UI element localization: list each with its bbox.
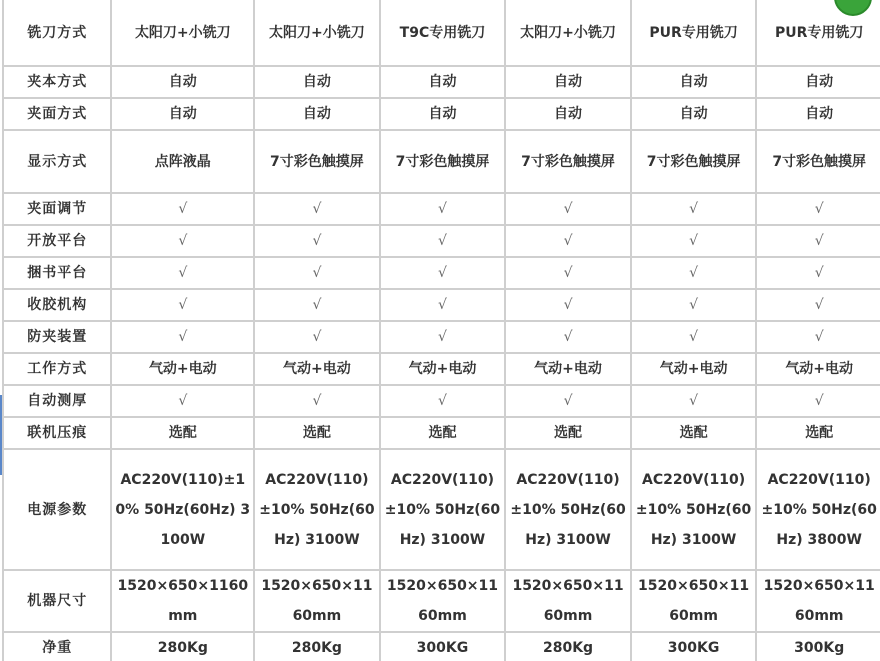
table-cell: 7寸彩色触摸屏 [505, 130, 631, 193]
table-cell: √ [254, 321, 380, 353]
table-cell: √ [254, 385, 380, 417]
table-cell: 选配 [380, 417, 506, 449]
table-cell: √ [111, 257, 254, 289]
table-cell: AC220V(110)±10% 50Hz(60Hz) 3100W [254, 449, 380, 570]
table-row [3, 193, 880, 225]
table-cell: 自动 [380, 66, 506, 98]
row-label: 开放平台 [3, 225, 111, 257]
table-cell: 点阵液晶 [111, 130, 254, 193]
table-cell: 选配 [254, 417, 380, 449]
table-cell: 自动 [254, 66, 380, 98]
table-cell: 气动+电动 [631, 353, 757, 385]
table-cell: √ [631, 257, 757, 289]
table-cell: AC220V(110)±10% 50Hz(60Hz) 3800W [756, 449, 880, 570]
table-row [3, 130, 880, 193]
table-cell: √ [505, 321, 631, 353]
row-label: 联机压痕 [3, 417, 111, 449]
table-row [3, 385, 880, 417]
row-label: 铣刀方式 [3, 0, 111, 66]
row-label: 夹面调节 [3, 193, 111, 225]
table-cell: √ [756, 321, 880, 353]
table-cell: √ [505, 385, 631, 417]
table-cell: 选配 [756, 417, 880, 449]
table-cell: AC220V(110)±10% 50Hz(60Hz) 3100W [505, 449, 631, 570]
table-row [3, 257, 880, 289]
table-cell: √ [111, 385, 254, 417]
table-cell: √ [631, 193, 757, 225]
spec-table [2, 0, 880, 661]
table-cell: 自动 [111, 66, 254, 98]
table-cell: √ [380, 289, 506, 321]
table-cell: 1520×650×1160mm [254, 570, 380, 632]
table-row [3, 289, 880, 321]
table-cell: 280Kg [254, 632, 380, 661]
table-cell: 选配 [111, 417, 254, 449]
row-label: 显示方式 [3, 130, 111, 193]
row-label: 防夹装置 [3, 321, 111, 353]
table-row [3, 449, 880, 570]
table-cell: T9C专用铣刀 [380, 0, 506, 66]
table-cell: 自动 [380, 98, 506, 130]
table-cell: √ [505, 193, 631, 225]
table-cell: 自动 [505, 98, 631, 130]
table-cell: AC220V(110)±10% 50Hz(60Hz) 3100W [380, 449, 506, 570]
spec-table-body [3, 0, 880, 661]
table-cell: 280Kg [111, 632, 254, 661]
row-label: 夹面方式 [3, 98, 111, 130]
table-row [3, 225, 880, 257]
table-row [3, 417, 880, 449]
table-cell: AC220V(110)±10% 50Hz(60Hz) 3100W [111, 449, 254, 570]
table-cell: 自动 [505, 66, 631, 98]
row-label: 工作方式 [3, 353, 111, 385]
table-cell: √ [631, 225, 757, 257]
table-cell: 7寸彩色触摸屏 [380, 130, 506, 193]
table-cell: AC220V(110)±10% 50Hz(60Hz) 3100W [631, 449, 757, 570]
table-cell: 1520×650×1160mm [380, 570, 506, 632]
table-cell: 7寸彩色触摸屏 [254, 130, 380, 193]
table-cell: 气动+电动 [254, 353, 380, 385]
table-cell: √ [380, 257, 506, 289]
table-cell: √ [756, 257, 880, 289]
table-cell: 1520×650×1160mm [631, 570, 757, 632]
table-cell: 1520×650×1160mm [505, 570, 631, 632]
table-cell: 气动+电动 [111, 353, 254, 385]
table-cell: 气动+电动 [756, 353, 880, 385]
table-row [3, 570, 880, 632]
table-cell: √ [505, 225, 631, 257]
row-label: 电源参数 [3, 449, 111, 570]
table-cell: 7寸彩色触摸屏 [631, 130, 757, 193]
table-cell: 自动 [631, 66, 757, 98]
table-cell: 自动 [254, 98, 380, 130]
table-cell: √ [756, 385, 880, 417]
table-cell: √ [756, 193, 880, 225]
table-cell: PUR专用铣刀 [756, 0, 880, 66]
table-row [3, 321, 880, 353]
table-cell: √ [380, 225, 506, 257]
table-cell: √ [111, 225, 254, 257]
table-cell: √ [111, 321, 254, 353]
table-cell: 选配 [631, 417, 757, 449]
table-cell: √ [111, 193, 254, 225]
table-row [3, 98, 880, 130]
table-cell: √ [631, 385, 757, 417]
table-cell: 太阳刀+小铣刀 [505, 0, 631, 66]
table-row [3, 353, 880, 385]
table-cell: 280Kg [505, 632, 631, 661]
table-cell: 1520×650×1160mm [111, 570, 254, 632]
table-cell: 自动 [756, 66, 880, 98]
table-cell: √ [505, 257, 631, 289]
table-cell: 300KG [631, 632, 757, 661]
row-label: 收胶机构 [3, 289, 111, 321]
table-cell: √ [756, 225, 880, 257]
table-cell: √ [111, 289, 254, 321]
table-cell: 7寸彩色触摸屏 [756, 130, 880, 193]
table-cell: 自动 [111, 98, 254, 130]
table-cell: 气动+电动 [380, 353, 506, 385]
table-cell: √ [380, 321, 506, 353]
table-cell: 自动 [631, 98, 757, 130]
table-cell: 300Kg [756, 632, 880, 661]
table-row [3, 66, 880, 98]
table-cell: 太阳刀+小铣刀 [254, 0, 380, 66]
table-cell: √ [254, 225, 380, 257]
row-label: 捆书平台 [3, 257, 111, 289]
table-cell: √ [631, 321, 757, 353]
table-cell: 自动 [756, 98, 880, 130]
table-cell: √ [254, 193, 380, 225]
table-row [3, 0, 880, 66]
table-cell: √ [631, 289, 757, 321]
table-cell: √ [254, 289, 380, 321]
table-cell: √ [380, 385, 506, 417]
table-cell: √ [756, 289, 880, 321]
table-cell: 太阳刀+小铣刀 [111, 0, 254, 66]
table-cell: 气动+电动 [505, 353, 631, 385]
row-label: 机器尺寸 [3, 570, 111, 632]
table-cell: 1520×650×1160mm [756, 570, 880, 632]
table-cell: √ [380, 193, 506, 225]
row-label: 净重 [3, 632, 111, 661]
table-cell: PUR专用铣刀 [631, 0, 757, 66]
table-cell: √ [505, 289, 631, 321]
row-label: 夹本方式 [3, 66, 111, 98]
table-cell: 300KG [380, 632, 506, 661]
table-cell: 选配 [505, 417, 631, 449]
table-row [3, 632, 880, 661]
row-label: 自动测厚 [3, 385, 111, 417]
table-cell: √ [254, 257, 380, 289]
